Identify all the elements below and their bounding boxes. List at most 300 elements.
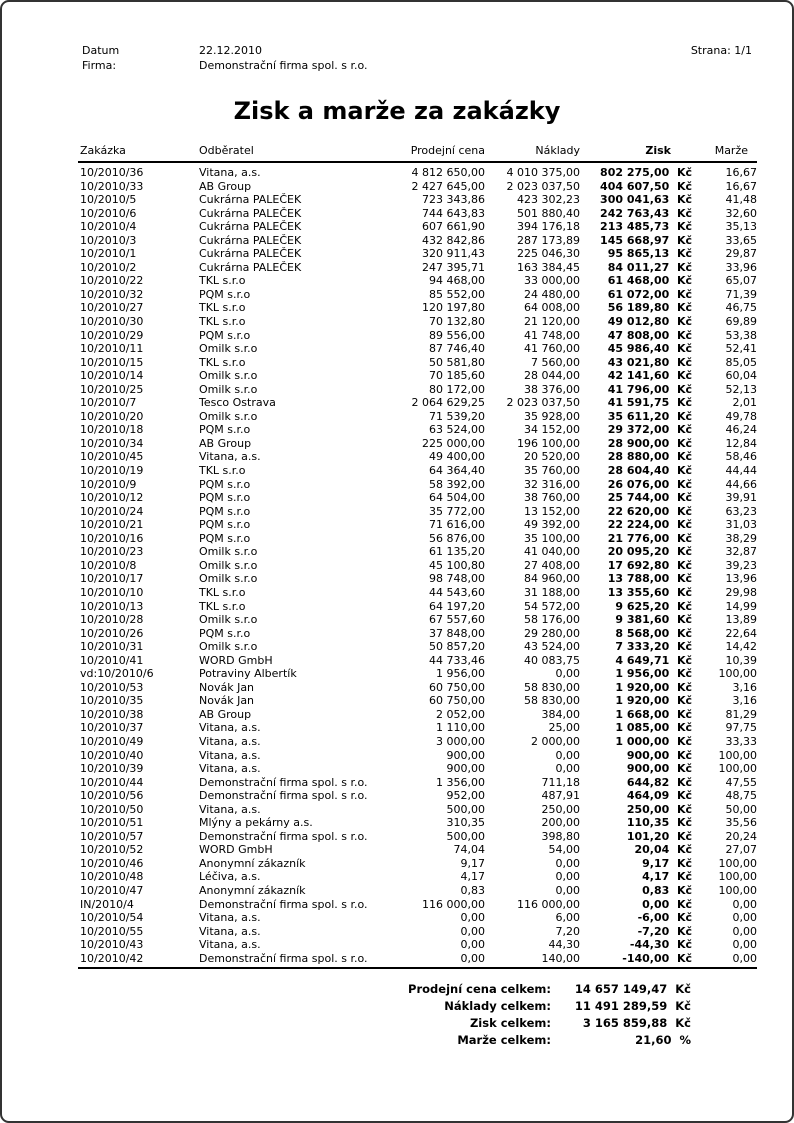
cell-prodejni-cena: 2 052,00 (436, 707, 485, 721)
table-row (78, 735, 757, 749)
cell-zakazka: 10/2010/54 (80, 911, 144, 925)
table-row (78, 803, 757, 817)
cell-zisk: -7,20 Kč (637, 924, 692, 938)
cell-marze: 22,64 (725, 626, 757, 640)
table-row (78, 898, 757, 912)
table-row (78, 369, 757, 383)
firma-value: Demonstrační firma spol. s r.o. (199, 59, 368, 72)
cell-prodejni-cena: 35 772,00 (429, 504, 485, 518)
cell-naklady: 41 748,00 (524, 328, 580, 342)
cell-prodejni-cena: 900,00 (446, 762, 485, 776)
table-row (78, 681, 757, 695)
cell-prodejni-cena: 64 504,00 (429, 491, 485, 505)
cell-marze: 13,89 (725, 613, 757, 627)
table-row (78, 938, 757, 952)
cell-naklady: 33 000,00 (524, 274, 580, 288)
cell-odberatel: Novák Jan (199, 680, 255, 694)
cell-prodejni-cena: 116 000,00 (422, 897, 485, 911)
cell-prodejni-cena: 49 400,00 (429, 450, 485, 464)
cell-marze: 35,56 (725, 816, 757, 830)
cell-naklady: 0,00 (555, 762, 580, 776)
cell-zisk: 84 011,27 Kč (607, 260, 692, 274)
summary-row (2, 1015, 691, 1032)
cell-marze: 12,84 (725, 436, 757, 450)
cell-marze: 33,65 (725, 233, 757, 247)
cell-odberatel: WORD GmbH (199, 653, 273, 667)
cell-zakazka: 10/2010/39 (80, 762, 144, 776)
cell-prodejni-cena: 60 750,00 (429, 680, 485, 694)
cell-prodejni-cena: 0,00 (460, 938, 485, 952)
cell-prodejni-cena: 3 000,00 (436, 734, 485, 748)
cell-marze: 52,41 (725, 342, 757, 356)
cell-zakazka: 10/2010/11 (80, 342, 144, 356)
cell-zisk: 644,82 Kč (626, 775, 692, 789)
cell-prodejni-cena: 1 956,00 (436, 667, 485, 681)
cell-zakazka: 10/2010/46 (80, 856, 144, 870)
cell-marze: 31,03 (725, 518, 757, 532)
cell-odberatel: Vitana, a.s. (199, 762, 261, 776)
table-row (78, 329, 757, 343)
cell-zisk: 300 041,63 Kč (600, 193, 692, 207)
cell-zakazka: 10/2010/32 (80, 287, 144, 301)
cell-odberatel: Anonymní zákazník (199, 856, 306, 870)
cell-zisk: 61 468,00 Kč (607, 274, 692, 288)
table-row (78, 776, 757, 790)
cell-odberatel: Anonymní zákazník (199, 883, 306, 897)
cell-naklady: 84 960,00 (524, 572, 580, 586)
table-row (78, 383, 757, 397)
cell-odberatel: Novák Jan (199, 694, 255, 708)
cell-zisk: 41 591,75 Kč (607, 396, 692, 410)
table-row (78, 491, 757, 505)
cell-marze: 53,38 (725, 328, 757, 342)
cell-prodejni-cena: 64 364,40 (429, 464, 485, 478)
cell-odberatel: Demonstrační firma spol. s r.o. (199, 829, 368, 843)
cell-odberatel: Vitana, a.s. (199, 802, 261, 816)
table-row (78, 952, 757, 969)
table-row (78, 749, 757, 763)
cell-odberatel: Cukrárna PALEČEK (199, 247, 302, 261)
cell-prodejni-cena: 74,04 (453, 843, 485, 857)
cell-naklady: 384,00 (541, 707, 580, 721)
cell-zisk: 1 000,00 Kč (615, 734, 692, 748)
page-number: Strana: 1/1 (690, 44, 752, 57)
summary-value: 11 491 289,59 Kč (574, 999, 691, 1014)
cell-naklady: 35 928,00 (524, 409, 580, 423)
cell-zakazka: 10/2010/17 (80, 572, 144, 586)
cell-marze: 13,96 (725, 572, 757, 586)
cell-odberatel: TKL s.r.o (199, 585, 246, 599)
table-row (78, 708, 757, 722)
summary-label: Zisk celkem: (469, 1016, 551, 1031)
cell-prodejni-cena: 1 110,00 (436, 721, 485, 735)
cell-zakazka: 10/2010/31 (80, 640, 144, 654)
cell-zisk: 0,00 Kč (642, 897, 692, 911)
cell-naklady: 35 760,00 (524, 464, 580, 478)
cell-prodejni-cena: 4 812 650,00 (411, 166, 485, 179)
cell-zisk: 110,35 Kč (626, 816, 692, 830)
table-row (78, 180, 757, 194)
cell-prodejni-cena: 80 172,00 (429, 382, 485, 396)
cell-marze: 100,00 (718, 883, 757, 897)
column-header-prodejni-cena: Prodejní cena (408, 144, 485, 162)
cell-prodejni-cena: 0,00 (460, 911, 485, 925)
cell-zakazka: 10/2010/52 (80, 843, 144, 857)
cell-marze: 41,48 (725, 193, 757, 207)
cell-prodejni-cena: 432 842,86 (422, 233, 485, 247)
cell-odberatel: PQM s.r.o (199, 328, 251, 342)
cell-marze: 60,04 (725, 369, 757, 383)
cell-prodejni-cena: 247 395,71 (422, 260, 485, 274)
cell-zakazka: 10/2010/15 (80, 355, 144, 369)
table-row (78, 247, 757, 261)
cell-zisk: 28 900,00 Kč (607, 436, 692, 450)
column-header-zisk: Zisk (580, 144, 692, 162)
table-row (78, 193, 757, 207)
cell-prodejni-cena: 89 556,00 (429, 328, 485, 342)
table-row (78, 762, 757, 776)
cell-zakazka: 10/2010/40 (80, 748, 144, 762)
table-row (78, 925, 757, 939)
cell-odberatel: PQM s.r.o (199, 423, 251, 437)
cell-prodejni-cena: 85 552,00 (429, 287, 485, 301)
cell-zisk: 13 355,60 Kč (607, 585, 692, 599)
cell-odberatel: PQM s.r.o (199, 626, 251, 640)
cell-marze: 32,87 (725, 545, 757, 559)
table-row (78, 274, 757, 288)
summary-row (2, 998, 691, 1015)
cell-zisk: 9,17 Kč (642, 856, 692, 870)
cell-zakazka: 10/2010/12 (80, 491, 144, 505)
cell-marze: 97,75 (725, 721, 757, 735)
cell-marze: 65,07 (725, 274, 757, 288)
cell-zisk: 35 611,20 Kč (607, 409, 692, 423)
cell-prodejni-cena: 320 911,43 (422, 247, 485, 261)
cell-zakazka: 10/2010/55 (80, 924, 144, 938)
cell-zakazka: 10/2010/41 (80, 653, 144, 667)
cell-marze: 38,29 (725, 531, 757, 545)
cell-odberatel: Omilk s.r.o (199, 613, 258, 627)
cell-zakazka: 10/2010/28 (80, 613, 144, 627)
cell-zakazka: vd:10/2010/6 (80, 667, 154, 681)
cell-prodejni-cena: 952,00 (446, 789, 485, 803)
cell-naklady: 28 044,00 (524, 369, 580, 383)
table-row (78, 410, 757, 424)
cell-odberatel: PQM s.r.o (199, 491, 251, 505)
cell-naklady: 0,00 (555, 748, 580, 762)
cell-marze: 0,00 (732, 911, 757, 925)
cell-prodejni-cena: 2 427 645,00 (411, 179, 485, 193)
cell-naklady: 140,00 (485, 952, 580, 969)
cell-zakazka: 10/2010/6 (80, 206, 137, 220)
cell-odberatel: Mlýny a pekárny a.s. (199, 816, 313, 830)
cell-zisk: 242 763,43 Kč (600, 206, 692, 220)
cell-zisk: 43 021,80 Kč (607, 355, 692, 369)
cell-naklady: 7 560,00 (531, 355, 580, 369)
cell-zakazka: 10/2010/21 (80, 518, 144, 532)
cell-zisk: 28 604,40 Kč (607, 464, 692, 478)
cell-odberatel: PQM s.r.o (199, 531, 251, 545)
cell-naklady: 58 830,00 (524, 694, 580, 708)
cell-marze: 81,29 (725, 707, 757, 721)
cell-naklady: 423 302,23 (517, 193, 580, 207)
report-title: Zisk a marže za zakázky (233, 97, 561, 125)
cell-naklady: 6,00 (555, 911, 580, 925)
cell-odberatel: Omilk s.r.o (199, 382, 258, 396)
cell-naklady: 20 520,00 (524, 450, 580, 464)
cell-prodejni-cena: 67 557,60 (429, 613, 485, 627)
cell-naklady: 225 046,30 (517, 247, 580, 261)
table-row (78, 694, 757, 708)
cell-zisk: 0,83 Kč (642, 883, 692, 897)
cell-naklady: 35 100,00 (524, 531, 580, 545)
cell-marze: 20,24 (725, 829, 757, 843)
cell-odberatel: TKL s.r.o (199, 599, 246, 613)
cell-zakazka: 10/2010/9 (80, 477, 137, 491)
cell-marze: 100,00 (718, 748, 757, 762)
column-header-naklady: Náklady (485, 144, 580, 162)
cell-zisk: -44,30 Kč (629, 938, 692, 952)
cell-naklady: 54,00 (548, 843, 580, 857)
cell-prodejni-cena: 0,00 (460, 924, 485, 938)
cell-zakazka: 10/2010/23 (80, 545, 144, 559)
table-row (78, 288, 757, 302)
cell-marze: 27,07 (725, 843, 757, 857)
table-row (78, 789, 757, 803)
cell-zakazka: 10/2010/43 (80, 938, 144, 952)
cell-prodejni-cena: 64 197,20 (429, 599, 485, 613)
meta-row-datum (82, 43, 368, 58)
table-row (78, 884, 757, 898)
cell-zisk: 8 568,00 Kč (615, 626, 692, 640)
cell-prodejni-cena: 50 581,80 (429, 355, 485, 369)
cell-odberatel: WORD GmbH (199, 843, 273, 857)
cell-prodejni-cena: 94 468,00 (429, 274, 485, 288)
cell-marze: 100,00 (718, 856, 757, 870)
cell-zakazka: 10/2010/49 (80, 734, 144, 748)
cell-naklady: 250,00 (541, 802, 580, 816)
cell-prodejni-cena: 56 876,00 (429, 531, 485, 545)
cell-prodejni-cena: 70 185,60 (429, 369, 485, 383)
cell-zisk: -140,00 Kč (580, 952, 692, 969)
cell-zisk: 20 095,20 Kč (607, 545, 692, 559)
report-meta (82, 43, 752, 73)
cell-naklady: 49 392,00 (524, 518, 580, 532)
cell-prodejni-cena: 607 661,90 (422, 220, 485, 234)
table-row (78, 356, 757, 370)
cell-naklady: 38 760,00 (524, 491, 580, 505)
cell-zakazka: 10/2010/20 (80, 409, 144, 423)
summary-value: 14 657 149,47 Kč (574, 982, 691, 997)
cell-prodejni-cena: 71 616,00 (429, 518, 485, 532)
cell-naklady: 0,00 (555, 870, 580, 884)
cell-odberatel: TKL s.r.o (199, 464, 246, 478)
cell-zakazka: 10/2010/24 (80, 504, 144, 518)
cell-marze: 33,33 (725, 734, 757, 748)
cell-odberatel: Cukrárna PALEČEK (199, 260, 302, 274)
cell-naklady: 0,00 (555, 667, 580, 681)
table-row (78, 586, 757, 600)
cell-naklady: 58 176,00 (524, 613, 580, 627)
cell-marze: 0,00 (692, 952, 757, 969)
table-row (78, 301, 757, 315)
cell-odberatel: Cukrárna PALEČEK (199, 206, 302, 220)
cell-naklady: 21 120,00 (524, 315, 580, 329)
cell-zisk: 1 956,00 Kč (615, 667, 692, 681)
cell-zakazka: 10/2010/4 (80, 220, 137, 234)
cell-zisk: 95 865,13 Kč (607, 247, 692, 261)
cell-naklady: 2 023 037,50 (506, 396, 580, 410)
cell-naklady: 58 830,00 (524, 680, 580, 694)
cell-naklady: 0,00 (555, 883, 580, 897)
table-row (78, 342, 757, 356)
cell-odberatel: TKL s.r.o (199, 274, 246, 288)
cell-odberatel: Vitana, a.s. (199, 938, 261, 952)
cell-marze: 39,23 (725, 558, 757, 572)
summary-totals (2, 981, 792, 1049)
cell-zakazka: 10/2010/34 (80, 436, 144, 450)
table-row (78, 911, 757, 925)
cell-odberatel: Cukrárna PALEČEK (199, 193, 302, 207)
cell-naklady: 116 000,00 (517, 897, 580, 911)
cell-odberatel: TKL s.r.o (199, 355, 246, 369)
cell-prodejni-cena: 723 343,86 (422, 193, 485, 207)
cell-marze: 16,67 (725, 166, 757, 179)
table-header (78, 144, 757, 162)
cell-zisk: 9 625,20 Kč (615, 599, 692, 613)
cell-zisk: 56 189,80 Kč (607, 301, 692, 315)
cell-prodejni-cena: 0,83 (460, 883, 485, 897)
table-row (78, 667, 757, 681)
cell-zakazka: 10/2010/27 (80, 301, 144, 315)
cell-zisk: -6,00 Kč (637, 911, 692, 925)
cell-odberatel: PQM s.r.o (199, 477, 251, 491)
cell-marze: 100,00 (718, 762, 757, 776)
cell-odberatel: Vitana, a.s. (199, 450, 261, 464)
cell-marze: 33,96 (725, 260, 757, 274)
cell-zisk: 17 692,80 Kč (607, 558, 692, 572)
cell-prodejni-cena: 50 857,20 (429, 640, 485, 654)
cell-marze: 14,42 (725, 640, 757, 654)
cell-naklady: 7,20 (555, 924, 580, 938)
summary-label: Marže celkem: (457, 1033, 551, 1048)
cell-zakazka: 10/2010/16 (80, 531, 144, 545)
cell-zakazka: 10/2010/5 (80, 193, 137, 207)
cell-marze: 71,39 (725, 287, 757, 301)
cell-prodejni-cena: 45 100,80 (429, 558, 485, 572)
cell-zakazka: 10/2010/37 (80, 721, 144, 735)
cell-prodejni-cena: 744 643,83 (422, 206, 485, 220)
cell-prodejni-cena: 44 733,46 (429, 653, 485, 667)
table-row (78, 464, 757, 478)
column-header-marze: Marže (692, 144, 757, 162)
cell-zisk: 29 372,00 Kč (607, 423, 692, 437)
cell-zakazka: 10/2010/10 (80, 585, 144, 599)
cell-odberatel: Demonstrační firma spol. s r.o. (199, 789, 368, 803)
cell-naklady: 40 083,75 (524, 653, 580, 667)
cell-zisk: 42 141,60 Kč (607, 369, 692, 383)
firma-label: Firma: (82, 59, 117, 72)
table-row (78, 505, 757, 519)
table-row (78, 234, 757, 248)
cell-zakazka: 10/2010/13 (80, 599, 144, 613)
cell-marze: 47,55 (725, 775, 757, 789)
table-row (78, 545, 757, 559)
cell-odberatel: Omilk s.r.o (199, 342, 258, 356)
cell-zakazka: 10/2010/3 (80, 233, 137, 247)
cell-zakazka: 10/2010/14 (80, 369, 144, 383)
cell-marze: 35,13 (725, 220, 757, 234)
cell-marze: 0,00 (732, 897, 757, 911)
cell-naklady: 54 572,00 (524, 599, 580, 613)
summary-value: 21,60 % (635, 1033, 691, 1048)
table-row (78, 162, 757, 180)
table-row (78, 315, 757, 329)
cell-zisk: 101,20 Kč (626, 829, 692, 843)
cell-odberatel: Vitana, a.s. (199, 911, 261, 925)
cell-naklady: 0,00 (555, 856, 580, 870)
cell-zakazka: IN/2010/4 (80, 897, 134, 911)
cell-odberatel: Omilk s.r.o (199, 558, 258, 572)
cell-zisk: 28 880,00 Kč (607, 450, 692, 464)
cell-naklady: 43 524,00 (524, 640, 580, 654)
cell-zakazka: 10/2010/53 (80, 680, 144, 694)
cell-prodejni-cena: 310,35 (446, 816, 485, 830)
cell-marze: 29,87 (725, 247, 757, 261)
cell-naklady: 287 173,89 (517, 233, 580, 247)
cell-naklady: 200,00 (541, 816, 580, 830)
cell-naklady: 394 176,18 (517, 220, 580, 234)
cell-naklady: 31 188,00 (524, 585, 580, 599)
cell-odberatel: PQM s.r.o (199, 287, 251, 301)
table-row (78, 207, 757, 221)
cell-naklady: 41 040,00 (524, 545, 580, 559)
cell-zisk: 404 607,50 Kč (600, 179, 692, 193)
cell-prodejni-cena: 60 750,00 (429, 694, 485, 708)
cell-zakazka: 10/2010/51 (80, 816, 144, 830)
cell-naklady: 41 760,00 (524, 342, 580, 356)
meta-row-firma (82, 58, 368, 73)
cell-odberatel: Omilk s.r.o (199, 545, 258, 559)
cell-zisk: 1 920,00 Kč (615, 680, 692, 694)
cell-zakazka: 10/2010/8 (80, 558, 137, 572)
table-row (78, 857, 757, 871)
cell-naklady: 27 408,00 (524, 558, 580, 572)
table-row (78, 450, 757, 464)
cell-naklady: 44,30 (548, 938, 580, 952)
cell-zakazka: 10/2010/48 (80, 870, 144, 884)
report-meta-left (82, 43, 368, 73)
table-row (78, 396, 757, 410)
table-row (78, 559, 757, 573)
cell-prodejni-cena: 225 000,00 (422, 436, 485, 450)
cell-zakazka: 10/2010/44 (80, 775, 144, 789)
cell-odberatel: Demonstrační firma spol. s r.o. (197, 952, 408, 969)
cell-naklady: 64 008,00 (524, 301, 580, 315)
column-header-odberatel: Odběratel (197, 144, 408, 162)
cell-zakazka: 10/2010/7 (80, 396, 137, 410)
cell-prodejni-cena: 70 132,80 (429, 315, 485, 329)
cell-marze: 48,75 (725, 789, 757, 803)
cell-zisk: 21 776,00 Kč (607, 531, 692, 545)
cell-prodejni-cena: 71 539,20 (429, 409, 485, 423)
cell-zisk: 900,00 Kč (626, 762, 692, 776)
cell-odberatel: Potraviny Albertík (199, 667, 297, 681)
cell-zisk: 45 986,40 Kč (607, 342, 692, 356)
table-row (78, 654, 757, 668)
cell-naklady: 163 384,45 (517, 260, 580, 274)
cell-odberatel: TKL s.r.o (199, 301, 246, 315)
